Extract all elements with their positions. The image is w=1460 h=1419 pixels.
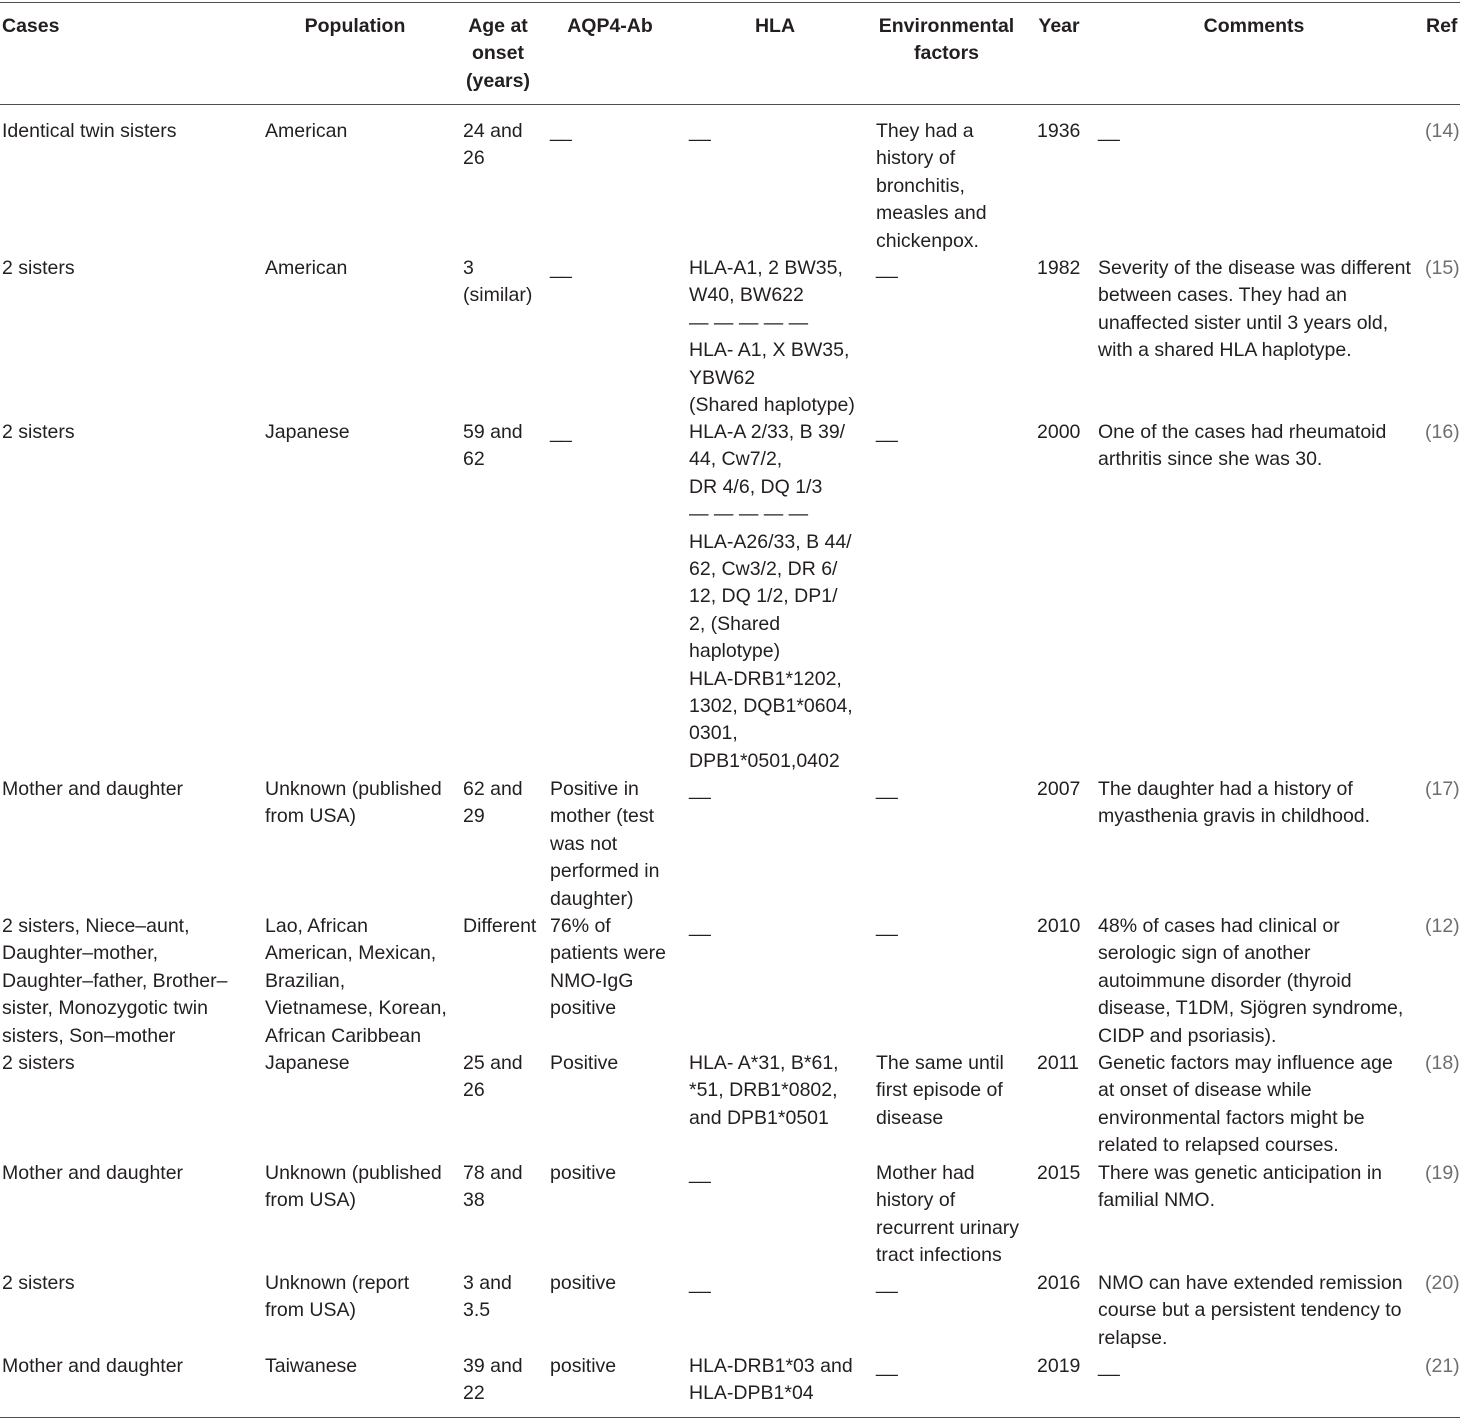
cell-cases: Mother and daughter <box>2 1355 184 1377</box>
cell-comments: There was genetic anticipation in familial NMO. <box>1098 1162 1382 1212</box>
cell-age: 59 and 62 <box>463 421 523 471</box>
cell-hla: __ <box>689 1162 711 1184</box>
cell-hla: __ <box>689 120 711 142</box>
header-cases: Cases <box>2 15 60 37</box>
header-aqp4: AQP4-Ab <box>567 15 653 37</box>
cell-cases: 2 sisters <box>2 257 75 279</box>
cell-year: 2007 <box>1037 778 1081 800</box>
cell-age: 3 (similar) <box>463 257 533 307</box>
cell-hla: __ <box>689 1272 711 1294</box>
cell-environmental: __ <box>876 421 898 443</box>
cell-environmental: __ <box>876 1355 898 1377</box>
cell-environmental: __ <box>876 915 898 937</box>
cell-environmental: __ <box>876 1272 898 1294</box>
cell-year: 2015 <box>1037 1162 1081 1184</box>
cell-comments: __ <box>1098 1355 1120 1377</box>
header-hla: HLA <box>754 15 796 37</box>
cell-comments: The daughter had a history of myasthenia gravis in childhood. <box>1098 778 1371 828</box>
cell-population: Taiwanese <box>265 1355 358 1377</box>
cell-population: American <box>265 120 348 142</box>
cell-environmental: __ <box>876 257 898 279</box>
cell-comments: One of the cases had rheumatoid arthritis since she was 30. <box>1098 421 1387 471</box>
cell-aqp4: __ <box>550 257 572 279</box>
cell-cases: Mother and daughter <box>2 778 184 800</box>
cell-comments: NMO can have extended remission course but a persistent tendency to relapse. <box>1098 1272 1403 1349</box>
cell-year: 2010 <box>1037 915 1081 937</box>
bottom-rule <box>0 1417 1460 1418</box>
cell-cases: 2 sisters <box>2 1272 75 1294</box>
cell-aqp4: 76% of patients were NMO-IgG positive <box>550 915 666 1020</box>
cell-hla: HLA-A1, 2 BW35, W40, BW622 — — — — — HLA- A1, X BW35, YBW62 (Shared haplotype) <box>689 257 855 417</box>
cell-population: Japanese <box>265 1052 350 1074</box>
cell-year: 2011 <box>1037 1052 1079 1074</box>
cell-population: Unknown (published from USA) <box>265 778 442 828</box>
cell-population: Lao, African American, Mexican, Brazilian, Vietnamese, Korean, African Caribbean <box>265 915 447 1047</box>
header-ref: Ref <box>1426 15 1458 37</box>
cell-ref: (21) <box>1425 1355 1460 1377</box>
cell-cases: Mother and daughter <box>2 1162 184 1184</box>
cell-population: Unknown (report from USA) <box>265 1272 410 1322</box>
cell-environmental: They had a history of bronchitis, measles and chickenpox. <box>876 120 987 252</box>
cell-ref: (18) <box>1425 1052 1460 1074</box>
cell-year: 1936 <box>1037 120 1081 142</box>
cell-hla: __ <box>689 778 711 800</box>
cell-age: 3 and 3.5 <box>463 1272 512 1322</box>
cell-hla: HLA-A 2/33, B 39/ 44, Cw7/2, DR 4/6, DQ 1/3 — — — — — HLA-A26/33, B 44/ 62, Cw3/2, DR 6/ 12, DQ 1/2, DP1/ 2, (Shared haplotype) HLA-DRB1*1202, 1302, DQB1*0604, 0301, DPB1*0501,0402 <box>689 421 853 772</box>
cell-environmental: Mother had history of recurrent urinary tract infections <box>876 1162 1020 1267</box>
top-rule <box>0 2 1460 3</box>
cell-comments: Severity of the disease was different between cases. They had an unaffected sister until 3 years old, with a shared HLA haplotype. <box>1098 257 1411 362</box>
cell-age: 24 and 26 <box>463 120 523 170</box>
cell-ref: (16) <box>1425 421 1460 443</box>
cell-year: 2019 <box>1037 1355 1081 1377</box>
cell-age: Different <box>463 915 537 937</box>
header-age: Age at onset (years) <box>466 15 530 92</box>
cell-ref: (20) <box>1425 1272 1460 1294</box>
header-year: Year <box>1038 15 1080 37</box>
cell-hla: __ <box>689 915 711 937</box>
cell-cases: 2 sisters <box>2 1052 75 1074</box>
cell-age: 25 and 26 <box>463 1052 523 1102</box>
cell-aqp4: Positive <box>550 1052 619 1074</box>
cell-ref: (15) <box>1425 257 1460 279</box>
cell-comments: Genetic factors may influence age at onset of disease while environmental factors might be related to relapsed courses. <box>1098 1052 1393 1157</box>
cell-year: 2000 <box>1037 421 1081 443</box>
cell-comments: 48% of cases had clinical or serologic sign of another autoimmune disorder (thyroid disease, T1DM, Sjögren syndrome, CIDP and psoriasis). <box>1098 915 1404 1047</box>
cell-cases: 2 sisters <box>2 421 75 443</box>
cell-year: 1982 <box>1037 257 1081 279</box>
header-population: Population <box>304 15 406 37</box>
cell-hla: HLA-DRB1*03 and HLA-DPB1*04 <box>689 1355 853 1405</box>
header-comments: Comments <box>1203 15 1305 37</box>
header-environmental: Environmental factors <box>878 15 1015 65</box>
cell-age: 62 and 29 <box>463 778 523 828</box>
cell-age: 39 and 22 <box>463 1355 523 1405</box>
cell-age: 78 and 38 <box>463 1162 523 1212</box>
cell-comments: __ <box>1098 120 1120 142</box>
cell-aqp4: Positive in mother (test was not performed in daughter) <box>550 778 660 910</box>
cell-population: American <box>265 257 348 279</box>
cell-population: Japanese <box>265 421 350 443</box>
cell-ref: (19) <box>1425 1162 1460 1184</box>
header-rule <box>0 104 1460 105</box>
cell-population: Unknown (published from USA) <box>265 1162 442 1212</box>
cell-cases: 2 sisters, Niece–aunt, Daughter–mother, Daughter–father, Brother– sister, Monozygotic twin sisters, Son–mother <box>2 915 228 1047</box>
cell-aqp4: __ <box>550 421 572 443</box>
cell-aqp4: __ <box>550 120 572 142</box>
cell-environmental: __ <box>876 778 898 800</box>
cell-aqp4: positive <box>550 1355 617 1377</box>
cell-ref: (17) <box>1425 778 1460 800</box>
cell-ref: (14) <box>1425 120 1460 142</box>
cell-year: 2016 <box>1037 1272 1081 1294</box>
cell-aqp4: positive <box>550 1162 617 1184</box>
cell-environmental: The same until first episode of disease <box>876 1052 1004 1129</box>
cell-aqp4: positive <box>550 1272 617 1294</box>
cell-cases: Identical twin sisters <box>2 120 177 142</box>
cell-hla: HLA- A*31, B*61, *51, DRB1*0802, and DPB1*0501 <box>689 1052 839 1129</box>
cell-ref: (12) <box>1425 915 1460 937</box>
